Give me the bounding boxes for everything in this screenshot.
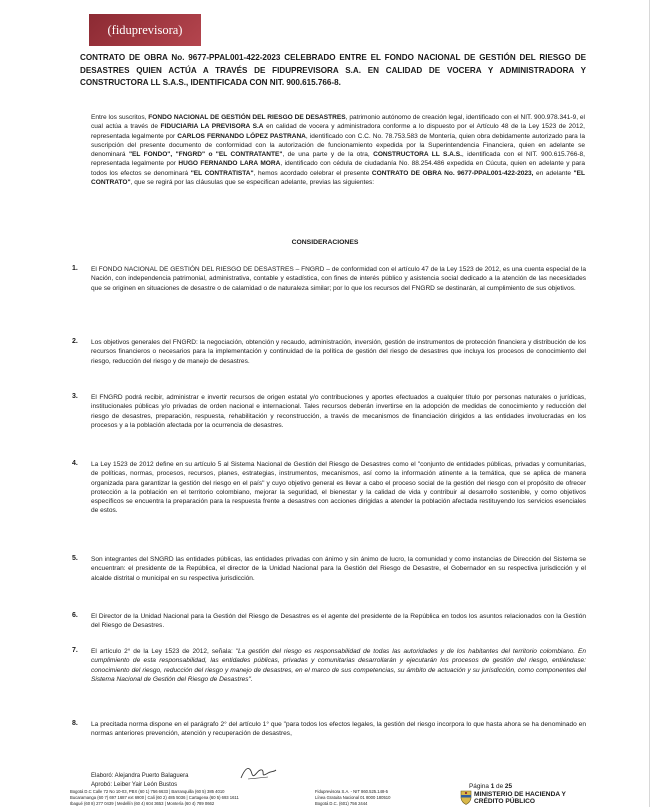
address-line: Ibagué (60 8) 277 0439 | Medellín (60 4) 604 3653 | Montería (60 4) 789 0662 xyxy=(70,800,215,806)
page-of: de xyxy=(494,783,505,790)
office-addresses xyxy=(70,789,315,806)
intro-text: , identificada con el NIT. 900.615.766-8, representada legalmente por xyxy=(91,151,585,168)
intro-text: , patrimonio autónomo de creación legal, identificado con el NIT. 900.978.341-9, el cual actúa a través de xyxy=(91,114,586,131)
intro-bold: HUGO FERNANDO LARA MORA xyxy=(178,160,281,168)
prepared-by: Elaboró: Alejandra Puerto Balaguera xyxy=(91,773,189,779)
initials-signature-icon xyxy=(238,764,278,782)
ministry-line-1: MINISTERIO DE HACIENDA Y xyxy=(474,791,566,798)
contact-line: Fiduprevisora S.A. - NIT 860.525.148-5 xyxy=(315,789,389,794)
clause-text: La Ley 1523 de 2012 define en su artículo 5 al Sistema Nacional de Gestión del Riesgo de Desastres como el "conjunto de entidades públicas, privadas y comunitarias, de políticas, normas, procesos, recursos, planes, estrategias, instrumentos, mecanismos, así como la información atinente a la temática, que se aplica de manera organizada para garantizar la gestión del riesgo en el país" y cuyo objetivo general es llevar a cabo el proceso social de la gestión del riesgo con el propósito de ofrecer protección a la población en el territorio colombiano, mejorar la seguridad, el bienestar y la calidad de vida y contribuir al desarrollo sostenible, y como objetivos específicos se encuentra la preparación para la respuesta frente a desastres con acciones dirigidas a atender la población afectada restituyendo los servicios esenciales de estos. xyxy=(91,461,586,515)
intro-text: en calidad de vocera y administradora conforme a lo dispuesto por el Artículo 48 de la Ley 1523 de 2012, representada legalmente por xyxy=(91,123,585,140)
intro-text: en adelante xyxy=(533,169,574,177)
clause-number: 7. xyxy=(72,647,78,654)
considerations-heading: CONSIDERACIONES xyxy=(291,239,359,246)
intro-bold: "EL CONTRATISTA" xyxy=(190,169,254,177)
intro-text: , hemos acordado celebrar el presente xyxy=(253,169,372,177)
clause-number: 8. xyxy=(72,720,78,727)
clause-number: 4. xyxy=(72,460,78,467)
page-current: 1 xyxy=(490,783,495,790)
page-footer xyxy=(70,789,650,807)
intro-bold: CONSTRUCTORA LL S.A.S. xyxy=(373,151,462,159)
intro-bold: FONDO NACIONAL DE GESTIÓN DEL RIESGO DE DESASTRES xyxy=(148,114,346,121)
fiduprevisora-logo xyxy=(89,14,201,46)
intro-bold: CARLOS FERNANDO LÓPEZ PASTRANA xyxy=(177,132,306,140)
clause-number: 3. xyxy=(72,393,78,400)
clause-text-quote: "La gestión del riesgo es responsabilidad de todas las autoridades y de los habitantes del territorio colombiano. En cumplimiento de esta responsabilidad, las entidades públicas, privadas y comunitarias desarrollarán y ejecutarán los procesos de gestión del riesgo, entiéndase: conocimiento del riesgo, reducción del riesgo y manejo de desastres, en el marco de sus competencias, su ámbito de actuación y su jurisdicción, como componentes del Sistema Nacional de Gestión del Riesgo de Desastres". xyxy=(91,648,587,683)
clause-text: El Director de la Unidad Nacional para la Gestión del Riesgo de Desastres es el agente del presidente de la República en todos los asuntos relacionados con la Gestión del Riesgo de Desastres. xyxy=(91,613,586,630)
ministry-logo-text xyxy=(474,791,566,805)
page-label: Página xyxy=(469,783,491,790)
clause-text: Los objetivos generales del FNGRD: la negociación, obtención y recaudo, administración, inversión, gestión de instrumentos de protección financiera y distribución de los recursos financieros o necesarios para la implementación y continuidad de la política de gestión del riesgo de desastres que incluya los procesos de conocimiento del riesgo, reducción del riesgo y de manejo de desastres. xyxy=(91,339,586,365)
clause-text: El FNGRD podrá recibir, administrar e invertir recursos de origen estatal y/o contribuciones y aportes efectuados a cualquier título por personas naturales o jurídicas, institucionales públicas y/o privadas de orden nacional e internacional. Tales recursos deberán invertirse en la adopción de medidas de conocimiento y reducción del riesgo de desastres, preparación, respuesta, rehabilitación y reconstrucción, a través de mecanismos de financiación dirigidos a las entidades involucradas en los procesos y a la población afectada por la ocurrencia de desastres. xyxy=(91,394,586,429)
colombia-coat-of-arms-icon xyxy=(460,790,472,805)
intro-paragraph xyxy=(91,113,585,187)
clause-text xyxy=(91,647,586,684)
clause-number: 1. xyxy=(72,265,78,272)
address-line: Bucaramanga (60 7) 697 1687 ext 6900 | Cali (60 2) 485 5036 | Cartagena (60 5) 693 1611 xyxy=(70,794,239,800)
clause-number: 5. xyxy=(72,555,78,562)
page-total: 25 xyxy=(504,783,513,790)
intro-text: Entre los suscritos, xyxy=(91,114,149,121)
intro-text: , identificado con C.C. No. 78.753.583 de Montería, quien obra debidamente autorizado para la suscripción del presente documento de conformidad con la autorización de funcionamiento expedida por la Superintendencia Financiera, quien en adelante se denominará xyxy=(91,132,585,159)
contract-title: CONTRATO DE OBRA No. 9677-PPAL001-422-2023 CELEBRADO ENTRE EL FONDO NACIONAL DE GESTIÓN DEL RIESGO DE DESASTRES QUIEN ACTÚA A TRAVÉS DE FIDUPREVISORA S.A. EN CALIDAD DE VOCERA Y ADMINISTRADORA Y CONSTRUCTORA LL S.A.S., IDENTIFICADA CON NIT. 900.615.766-8. xyxy=(80,53,586,88)
clause-number: 2. xyxy=(72,338,78,345)
contact-info xyxy=(315,789,405,806)
prepared-approved-block xyxy=(91,772,188,789)
intro-text: , identificado con cédula de ciudadanía No. 88.254.486 expedida en Cúcuta, quien en adelante y para todos los efectos se denominará xyxy=(91,160,586,177)
ministry-line-2: CRÉDITO PÚBLICO xyxy=(474,798,536,805)
intro-bold: CONTRATO DE OBRA No. 9677-PPAL001-422-2023, xyxy=(371,169,534,177)
clause-text: El FONDO NACIONAL DE GESTIÓN DEL RIESGO DE DESASTRES – FNGRD – de conformidad con el artículo 47 de la Ley 1523 de 2012, es una cuenta especial de la Nación, con independencia patrimonial, administrativa, contable y estadística, con fines de interés público y asistencia social dedicado a la atención de las necesidades que se originen en situaciones de desastre o de calamidad o de naturaleza similar; por lo que los recursos del FNGRD se destinarán, al cumplimiento de sus objetivos. xyxy=(91,266,586,292)
logo-text: (fiduprevisora) xyxy=(107,22,183,37)
clause-text-plain: El artículo 2° de la Ley 1523 de 2012, señala: xyxy=(91,648,236,655)
clause-number: 6. xyxy=(72,612,78,619)
contact-line: Bogotá D.C. (601) 756 2444 xyxy=(315,800,368,806)
intro-text: , que se regirá por las cláusulas que se especifican adelante, previas las siguientes: xyxy=(130,179,375,187)
intro-text: , de una parte y de la otra, xyxy=(282,151,374,159)
intro-bold: "EL CONTRATO" xyxy=(91,169,586,187)
clause-text: La precitada norma dispone en el parágrafo 2° del artículo 1° que "para todos los efectos legales, la gestión del riesgo incorpora lo que hasta ahora se ha denominado en normas anteriores prevención, atención y recuperación de desastres, xyxy=(91,721,586,738)
approved-by: Aprobó: Leiber Yair León Bustos xyxy=(91,781,178,788)
address-line: Bogotá D.C Calle 72 No 10-03, PBX (60 1) 756 6633 | Barranquilla (60 5) 385 4010 xyxy=(70,789,225,794)
contact-line: Línea Gratuita Nacional 01 8000 180510 xyxy=(315,794,391,800)
clause-text: Son integrantes del SNGRD las entidades públicas, las entidades privadas con ánimo y sin ánimo de lucro, la comunidad y como instancias de Dirección del Sistema se encuentran: el presidente de la República, el director de la Unidad Nacional para la Gestión del Riesgo de Desastre, el Gobernador en su respectiva jurisdicción y el alcalde distrital o municipal en su respectiva jurisdicción. xyxy=(91,556,586,582)
intro-bold: "EL FONDO", "FNGRD" o "EL CONTRATANTE" xyxy=(128,151,283,159)
intro-bold: FIDUCIARIA LA PREVISORA S.A xyxy=(160,123,264,131)
